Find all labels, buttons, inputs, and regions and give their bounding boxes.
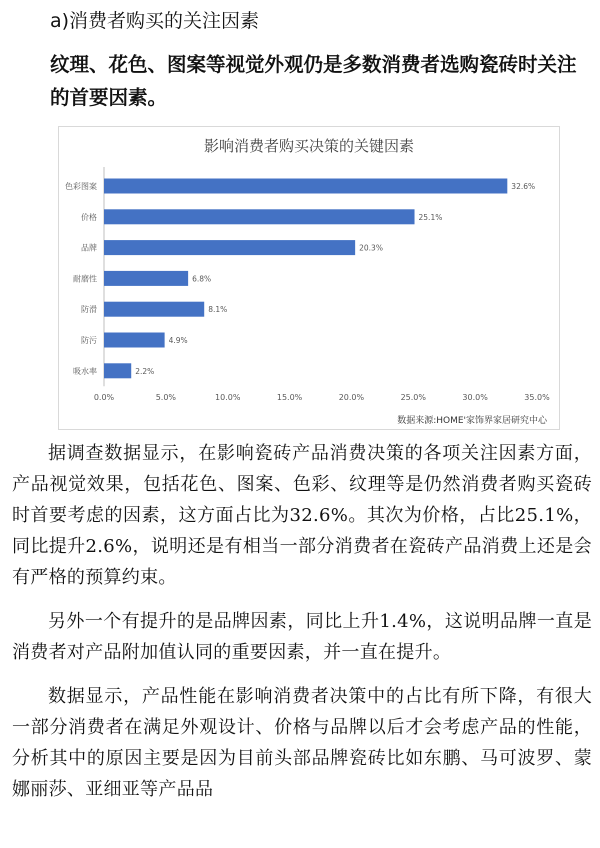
category-label: 价格 [81, 212, 97, 222]
section-heading: a)消费者购买的关注因素 [50, 10, 260, 32]
x-tick-label: 5.0% [155, 393, 177, 403]
x-tick-label: 30.0% [462, 393, 488, 403]
chart-canvas [59, 127, 559, 429]
category-label: 耐磨性 [73, 274, 97, 284]
bar [104, 240, 355, 255]
data-label: 6.8% [192, 274, 212, 284]
bar [104, 363, 131, 378]
category-label: 吸水率 [73, 366, 97, 376]
category-label: 色彩图案 [65, 182, 97, 191]
x-tick-label: 0.0% [93, 393, 115, 403]
bar [104, 302, 204, 317]
bar [104, 271, 188, 286]
chart-source-note: 数据来源:HOME'家饰界家居研究中心 [397, 416, 547, 426]
x-tick-label: 20.0% [338, 393, 365, 403]
category-label: 品牌 [81, 243, 97, 253]
paragraph-1: 据调查数据显示，在影响瓷砖产品消费决策的各项关注因素方面，产品视觉效果，包括花色、图案、色彩、纹理等是仍然消费者购买瓷砖时首要考虑的因素，这方面占比为32.6%。其次为价格，占比25.1%，同比提升2.6%，说明还是有相当一部分消费者在瓷砖产品消费上还是会有严格的预算约束。 [12, 443, 592, 588]
paragraph-2: 另外一个有提升的是品牌因素，同比上升1.4%，这说明品牌一直是消费者对产品附加值认同的重要因素，并一直在提升。 [12, 611, 592, 663]
bar [104, 209, 415, 224]
x-tick-label: 10.0% [215, 393, 241, 403]
category-label: 防污 [81, 336, 97, 345]
bar-chart [58, 126, 560, 430]
x-tick-label: 25.0% [400, 393, 426, 403]
data-label: 20.3% [359, 243, 383, 253]
data-label: 8.1% [208, 305, 228, 315]
data-label: 32.6% [511, 182, 536, 191]
data-label: 4.9% [168, 336, 188, 345]
category-label: 防滑 [81, 305, 97, 315]
bar [104, 333, 165, 348]
chart-title: 影响消费者购买决策的关键因素 [203, 137, 415, 155]
x-tick-label: 35.0% [524, 393, 550, 403]
data-label: 2.2% [135, 366, 155, 376]
bar [104, 179, 507, 194]
subheading: 纹理、花色、图案等视觉外观仍是多数消费者选购瓷砖时关注的首要因素。 [50, 53, 577, 109]
body-text [12, 438, 592, 818]
data-label: 25.1% [418, 212, 443, 222]
paragraph-3: 数据显示，产品性能在影响消费者决策中的占比有所下降，有很大一部分消费者在满足外观设计、价格与品牌以后才会考虑产品的性能，分析其中的原因主要是因为目前头部品牌瓷砖比如东鹏、马可波罗、蒙娜丽莎、亚细亚等产品品 [12, 686, 592, 800]
x-tick-label: 15.0% [276, 393, 303, 403]
